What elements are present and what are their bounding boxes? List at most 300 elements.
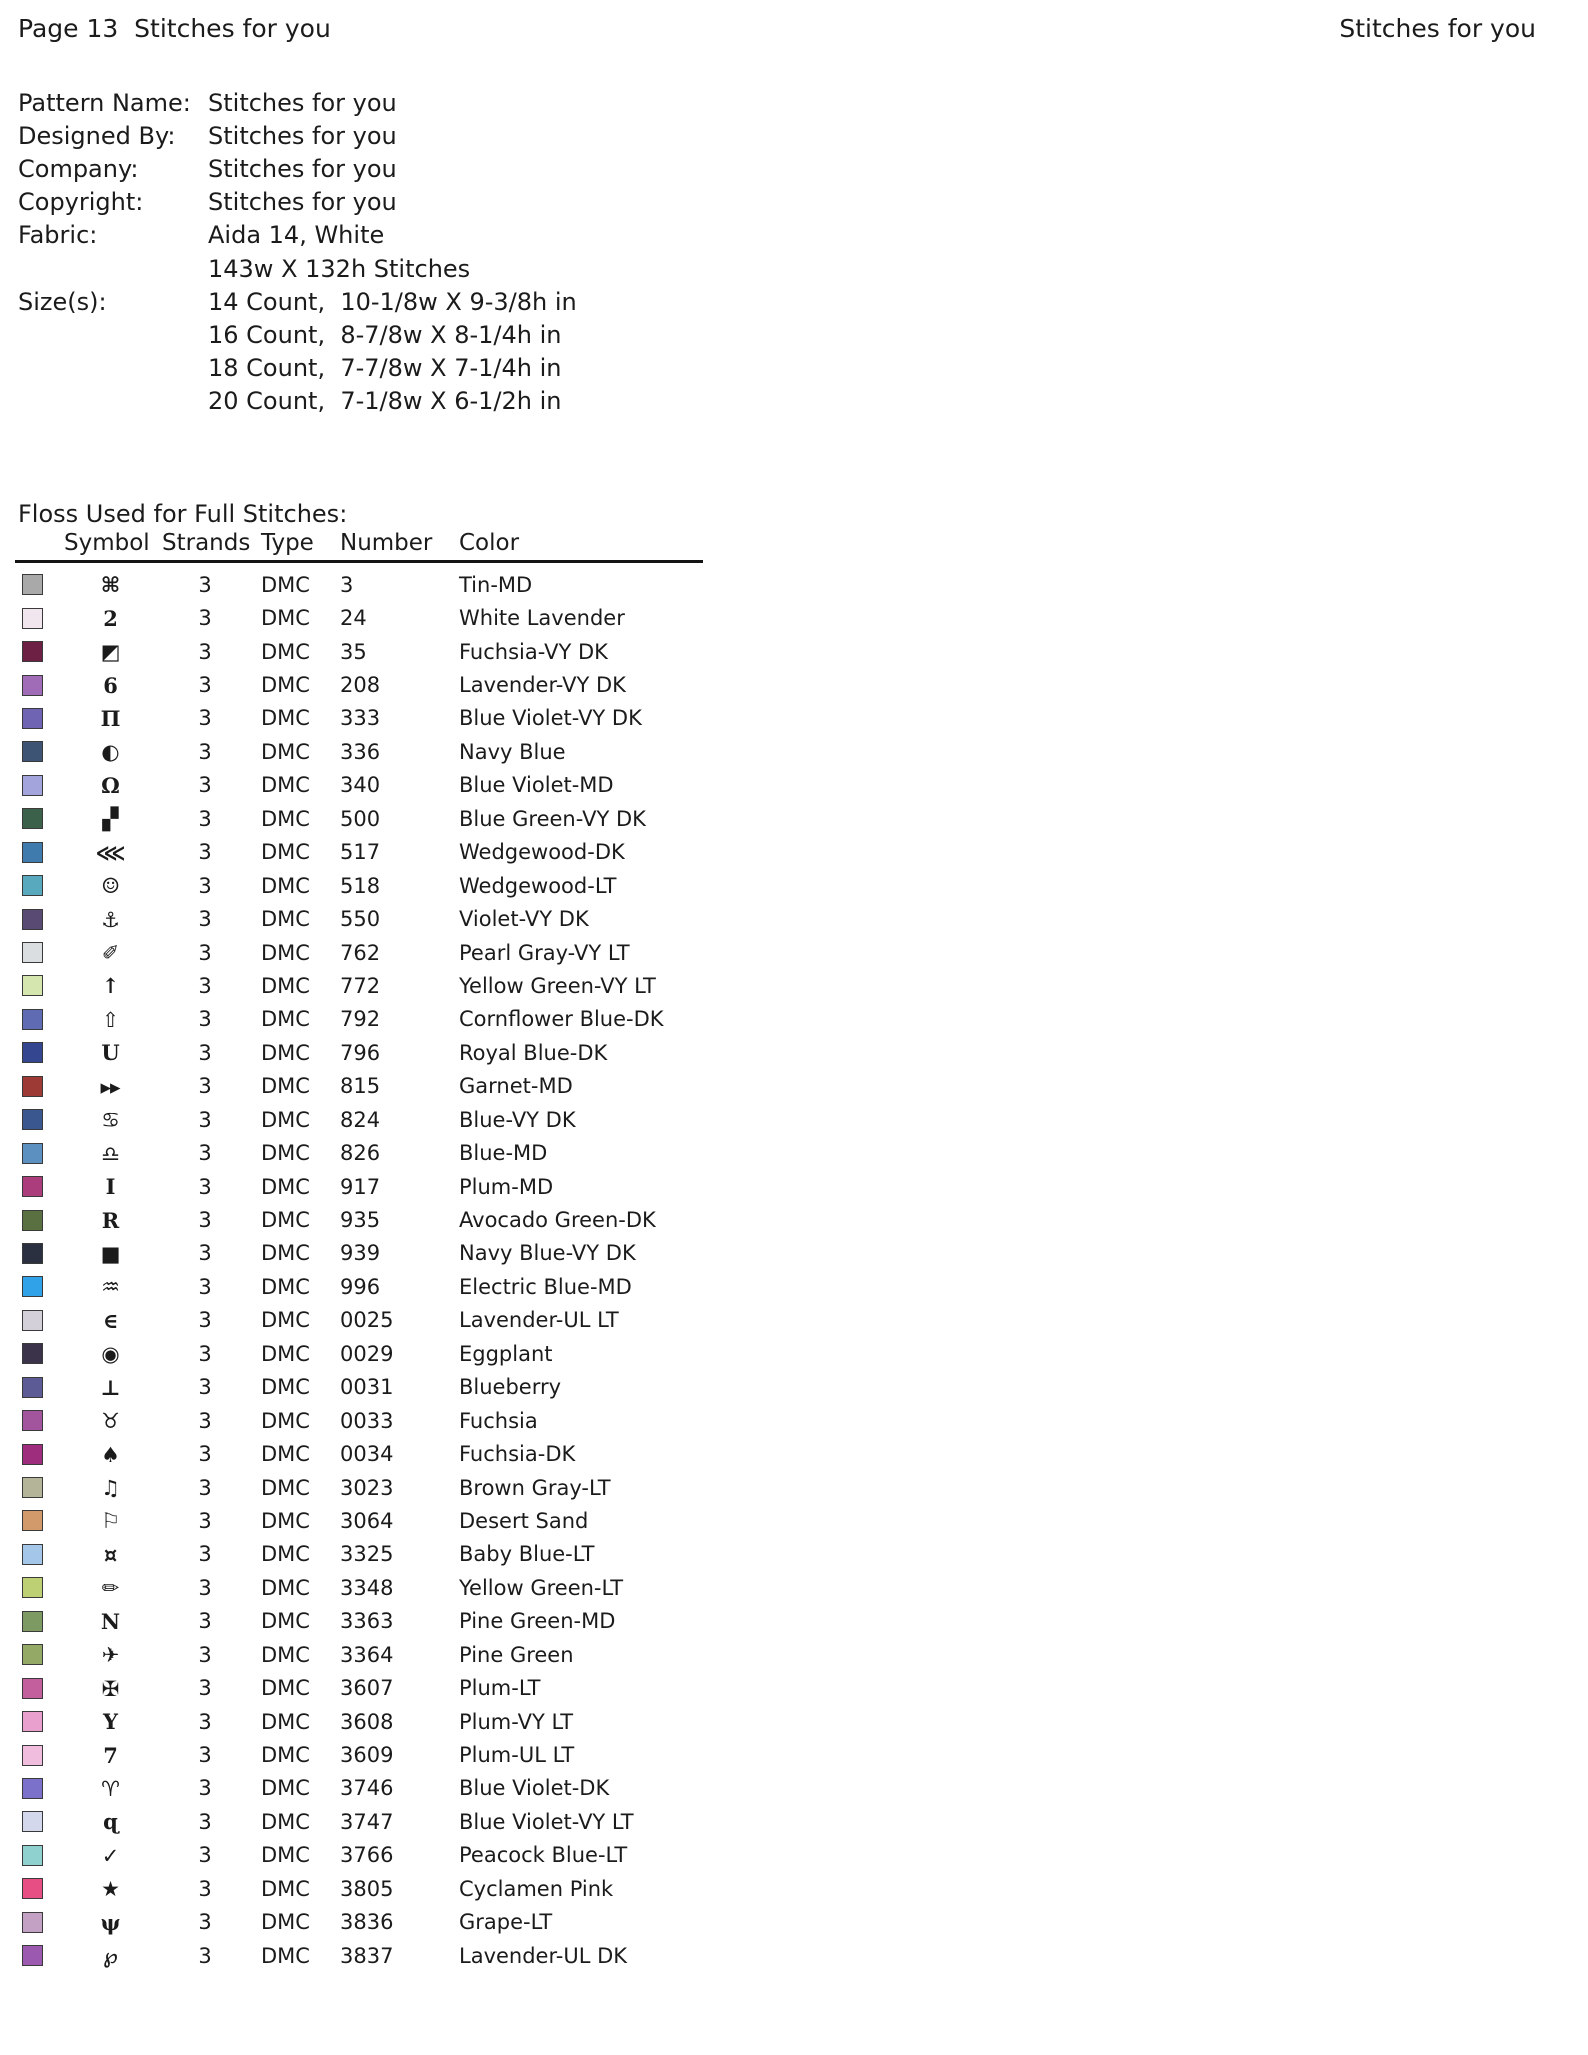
- type-value: DMC: [261, 773, 310, 798]
- strands-value: 3: [198, 907, 212, 932]
- color-swatch: [22, 1778, 43, 1799]
- number-value: 3064: [340, 1508, 394, 1533]
- color-swatch: [22, 1143, 43, 1164]
- floss-row: [20, 769, 664, 802]
- color-name: Fuchsia-DK: [459, 1442, 576, 1467]
- symbol-glyph: ψ: [100, 1909, 120, 1935]
- info-value: Stitches for you: [208, 188, 397, 217]
- type-value: DMC: [261, 1341, 310, 1366]
- symbol-glyph: ♒: [101, 1274, 119, 1300]
- number-value: 3363: [340, 1609, 394, 1634]
- type-value: DMC: [261, 1575, 310, 1600]
- color-name: Blueberry: [459, 1375, 562, 1400]
- symbol-glyph: ⋘: [95, 839, 125, 865]
- color-name: Wedgewood-DK: [459, 840, 625, 865]
- symbol-glyph: Π: [100, 705, 120, 731]
- strands-value: 3: [198, 1575, 212, 1600]
- type-value: DMC: [261, 639, 310, 664]
- floss-table-header: [20, 530, 1588, 556]
- color-swatch: [22, 1510, 43, 1531]
- type-value: DMC: [261, 1743, 310, 1768]
- strands-value: 3: [198, 1508, 212, 1533]
- number-value: 3837: [340, 1943, 394, 1968]
- info-value: Aida 14, White: [208, 221, 385, 250]
- number-value: 826: [340, 1141, 381, 1166]
- symbol-glyph: ✈: [101, 1642, 119, 1668]
- color-name: Blue Violet-VY LT: [459, 1809, 634, 1834]
- strands-value: 3: [198, 1475, 212, 1500]
- color-name: Blue Violet-DK: [459, 1776, 610, 1801]
- floss-row: [20, 668, 664, 701]
- color-name: Cyclamen Pink: [459, 1876, 614, 1901]
- info-row: [18, 318, 577, 351]
- color-name: Navy Blue-VY DK: [459, 1241, 636, 1266]
- col-header-type: Type: [261, 530, 314, 556]
- color-name: Lavender-UL DK: [459, 1943, 628, 1968]
- number-value: 762: [340, 940, 381, 965]
- strands-value: 3: [198, 1709, 212, 1734]
- type-value: DMC: [261, 1676, 310, 1701]
- number-value: 550: [340, 907, 381, 932]
- number-value: 500: [340, 806, 381, 831]
- color-name: Lavender-UL LT: [459, 1308, 619, 1333]
- symbol-glyph: ∈: [102, 1307, 118, 1333]
- col-header-number: Number: [340, 530, 433, 556]
- color-swatch: [22, 1210, 43, 1231]
- info-value: Stitches for you: [208, 121, 397, 150]
- strands-value: 3: [198, 1910, 212, 1935]
- color-name: Plum-LT: [459, 1676, 541, 1701]
- floss-row: [20, 1304, 664, 1337]
- page-header: [18, 14, 1536, 43]
- color-swatch: [22, 641, 43, 662]
- info-value: 14 Count, 10-1/8w X 9-3/8h in: [208, 287, 577, 316]
- color-name: Brown Gray-LT: [459, 1475, 611, 1500]
- strands-value: 3: [198, 973, 212, 998]
- type-value: DMC: [261, 739, 310, 764]
- floss-row: [20, 568, 664, 601]
- symbol-glyph: ☺: [101, 873, 119, 899]
- floss-row: [20, 1638, 664, 1671]
- number-value: 3766: [340, 1843, 394, 1868]
- strands-value: 3: [198, 1809, 212, 1834]
- symbol-glyph: N: [100, 1608, 120, 1634]
- strands-value: 3: [198, 1876, 212, 1901]
- floss-row: [20, 1070, 664, 1103]
- color-name: Fuchsia: [459, 1408, 538, 1433]
- floss-row: [20, 1605, 664, 1638]
- floss-row: [20, 936, 664, 969]
- symbol-glyph: 2: [103, 605, 117, 631]
- color-swatch: [22, 842, 43, 863]
- strands-value: 3: [198, 1375, 212, 1400]
- symbol-glyph: ⌘: [100, 572, 120, 598]
- info-label: Fabric:: [18, 221, 98, 250]
- info-value: 143w X 132h Stitches: [208, 254, 471, 283]
- color-name: Wedgewood-LT: [459, 873, 617, 898]
- number-value: 3023: [340, 1475, 394, 1500]
- strands-value: 3: [198, 1241, 212, 1266]
- info-row: [18, 119, 577, 152]
- strands-value: 3: [198, 840, 212, 865]
- type-value: DMC: [261, 1843, 310, 1868]
- col-header-strands: Strands: [162, 530, 251, 556]
- info-value: Stitches for you: [208, 88, 397, 117]
- number-value: 336: [340, 739, 381, 764]
- strands-value: 3: [198, 1676, 212, 1701]
- symbol-glyph: ♉: [101, 1408, 119, 1434]
- color-swatch: [22, 1912, 43, 1933]
- color-name: Garnet-MD: [459, 1074, 573, 1099]
- type-value: DMC: [261, 1040, 310, 1065]
- color-swatch: [22, 775, 43, 796]
- floss-row: [20, 969, 664, 1002]
- floss-row: [20, 635, 664, 668]
- strands-value: 3: [198, 739, 212, 764]
- floss-row: [20, 1571, 664, 1604]
- floss-section-title: Floss Used for Full Stitches:: [18, 500, 348, 528]
- symbol-glyph: ⚓: [101, 906, 119, 932]
- number-value: 0034: [340, 1442, 394, 1467]
- strands-value: 3: [198, 773, 212, 798]
- type-value: DMC: [261, 1943, 310, 1968]
- strands-value: 3: [198, 1609, 212, 1634]
- symbol-glyph: ✠: [101, 1675, 119, 1701]
- strands-value: 3: [198, 606, 212, 631]
- color-swatch: [22, 1076, 43, 1097]
- type-value: DMC: [261, 907, 310, 932]
- number-value: 340: [340, 773, 381, 798]
- info-row: [18, 385, 577, 418]
- number-value: 824: [340, 1107, 381, 1132]
- color-name: Pine Green: [459, 1642, 574, 1667]
- number-value: 3348: [340, 1575, 394, 1600]
- color-swatch: [22, 1176, 43, 1197]
- type-value: DMC: [261, 1709, 310, 1734]
- color-swatch: [22, 975, 43, 996]
- type-value: DMC: [261, 1542, 310, 1567]
- color-swatch: [22, 708, 43, 729]
- symbol-glyph: ¤: [103, 1541, 117, 1567]
- symbol-glyph: ♫: [101, 1475, 119, 1501]
- strands-value: 3: [198, 940, 212, 965]
- color-name: Blue Violet-MD: [459, 773, 614, 798]
- info-label: Copyright:: [18, 188, 144, 217]
- color-swatch: [22, 1276, 43, 1297]
- color-swatch: [22, 1477, 43, 1498]
- color-name: Royal Blue-DK: [459, 1040, 608, 1065]
- strands-value: 3: [198, 1007, 212, 1032]
- type-value: DMC: [261, 973, 310, 998]
- symbol-glyph: ɋ: [103, 1809, 117, 1835]
- col-header-symbol: Symbol: [64, 530, 150, 556]
- symbol-glyph: ✐: [101, 940, 119, 966]
- number-value: 3: [340, 572, 354, 597]
- color-name: Pearl Gray-VY LT: [459, 940, 630, 965]
- color-name: Fuchsia-VY DK: [459, 639, 608, 664]
- color-swatch: [22, 1042, 43, 1063]
- strands-value: 3: [198, 706, 212, 731]
- symbol-glyph: ⚐: [101, 1508, 119, 1534]
- symbol-glyph: ■: [100, 1240, 120, 1266]
- info-label: Company:: [18, 154, 139, 183]
- floss-row: [20, 1906, 664, 1939]
- type-value: DMC: [261, 1074, 310, 1099]
- floss-row: [20, 1738, 664, 1771]
- color-name: Plum-MD: [459, 1174, 554, 1199]
- color-name: Navy Blue: [459, 739, 566, 764]
- symbol-glyph: ♎: [101, 1140, 119, 1166]
- strands-value: 3: [198, 806, 212, 831]
- color-swatch: [22, 608, 43, 629]
- type-value: DMC: [261, 1408, 310, 1433]
- color-name: Peacock Blue-LT: [459, 1843, 628, 1868]
- color-name: Tin-MD: [459, 572, 533, 597]
- strands-value: 3: [198, 1141, 212, 1166]
- color-name: Blue Violet-VY DK: [459, 706, 642, 731]
- color-swatch: [22, 942, 43, 963]
- color-name: Blue-VY DK: [459, 1107, 576, 1132]
- strands-value: 3: [198, 572, 212, 597]
- color-name: Plum-UL LT: [459, 1743, 575, 1768]
- color-swatch: [22, 909, 43, 930]
- type-value: DMC: [261, 940, 310, 965]
- color-name: Yellow Green-LT: [459, 1575, 624, 1600]
- floss-row: [20, 1270, 664, 1303]
- info-label: Pattern Name:: [18, 88, 191, 117]
- color-name: Plum-VY LT: [459, 1709, 574, 1734]
- number-value: 24: [340, 606, 367, 631]
- number-value: 996: [340, 1274, 381, 1299]
- symbol-glyph: ♠: [101, 1441, 119, 1467]
- symbol-glyph: Ω: [101, 772, 119, 798]
- color-name: Avocado Green-DK: [459, 1208, 656, 1233]
- color-swatch: [22, 1678, 43, 1699]
- color-name: Electric Blue-MD: [459, 1274, 632, 1299]
- floss-row: [20, 1203, 664, 1236]
- strands-value: 3: [198, 1943, 212, 1968]
- type-value: DMC: [261, 1375, 310, 1400]
- strands-value: 3: [198, 1408, 212, 1433]
- number-value: 796: [340, 1040, 381, 1065]
- info-row: [18, 86, 577, 119]
- symbol-glyph: ♋: [101, 1107, 119, 1133]
- floss-row: [20, 1170, 664, 1203]
- floss-row: [20, 1471, 664, 1504]
- symbol-glyph: ⇧: [101, 1006, 119, 1032]
- symbol-glyph: ▞: [102, 806, 118, 832]
- col-header-spacer: [20, 530, 58, 556]
- type-value: DMC: [261, 1308, 310, 1333]
- page-number-title: Page 13 Stitches for you: [18, 14, 331, 43]
- number-value: 517: [340, 840, 381, 865]
- type-value: DMC: [261, 1910, 310, 1935]
- floss-row: [20, 1538, 664, 1571]
- pattern-info: [18, 86, 577, 418]
- color-name: Cornflower Blue-DK: [459, 1007, 664, 1032]
- floss-row: [20, 1237, 664, 1270]
- col-header-color: Color: [459, 530, 520, 556]
- symbol-glyph: ★: [101, 1876, 119, 1902]
- number-value: 3747: [340, 1809, 394, 1834]
- number-value: 917: [340, 1174, 381, 1199]
- strands-value: 3: [198, 1208, 212, 1233]
- color-swatch: [22, 1644, 43, 1665]
- color-name: Eggplant: [459, 1341, 553, 1366]
- floss-row: [20, 1136, 664, 1169]
- floss-row: [20, 802, 664, 835]
- type-value: DMC: [261, 1508, 310, 1533]
- symbol-glyph: ✏: [101, 1575, 119, 1601]
- strands-value: 3: [198, 1274, 212, 1299]
- strands-value: 3: [198, 1341, 212, 1366]
- floss-row: [20, 902, 664, 935]
- strands-value: 3: [198, 1442, 212, 1467]
- floss-row: [20, 1036, 664, 1069]
- symbol-glyph: ◐: [101, 739, 119, 765]
- floss-row: [20, 869, 664, 902]
- number-value: 518: [340, 873, 381, 898]
- color-name: Desert Sand: [459, 1508, 589, 1533]
- floss-row: [20, 1705, 664, 1738]
- number-value: 772: [340, 973, 381, 998]
- number-value: 208: [340, 673, 381, 698]
- color-swatch: [22, 1544, 43, 1565]
- symbol-glyph: 6: [103, 672, 117, 698]
- number-value: 0031: [340, 1375, 394, 1400]
- type-value: DMC: [261, 1208, 310, 1233]
- number-value: 333: [340, 706, 381, 731]
- color-swatch: [22, 1945, 43, 1966]
- color-name: Grape-LT: [459, 1910, 553, 1935]
- info-row: [18, 219, 577, 252]
- floss-row: [20, 1371, 664, 1404]
- color-swatch: [22, 1711, 43, 1732]
- symbol-glyph: ✓: [101, 1842, 119, 1868]
- floss-row: [20, 1671, 664, 1704]
- type-value: DMC: [261, 706, 310, 731]
- number-value: 935: [340, 1208, 381, 1233]
- number-value: 939: [340, 1241, 381, 1266]
- symbol-glyph: ℘: [103, 1943, 117, 1969]
- color-swatch: [22, 1745, 43, 1766]
- color-name: Pine Green-MD: [459, 1609, 616, 1634]
- strands-value: 3: [198, 1776, 212, 1801]
- number-value: 3805: [340, 1876, 394, 1901]
- symbol-glyph: ⊥: [100, 1374, 120, 1400]
- info-row: [18, 352, 577, 385]
- number-value: 815: [340, 1074, 381, 1099]
- type-value: DMC: [261, 673, 310, 698]
- type-value: DMC: [261, 1274, 310, 1299]
- info-value: 20 Count, 7-1/8w X 6-1/2h in: [208, 387, 562, 416]
- type-value: DMC: [261, 1609, 310, 1634]
- number-value: 3609: [340, 1743, 394, 1768]
- color-name: Lavender-VY DK: [459, 673, 626, 698]
- number-value: 3325: [340, 1542, 394, 1567]
- color-swatch: [22, 741, 43, 762]
- number-value: 35: [340, 639, 367, 664]
- type-value: DMC: [261, 1174, 310, 1199]
- color-swatch: [22, 1377, 43, 1398]
- color-name: Yellow Green-VY LT: [459, 973, 656, 998]
- color-swatch: [22, 1845, 43, 1866]
- number-value: 3608: [340, 1709, 394, 1734]
- header-underline: [15, 560, 703, 563]
- color-swatch: [22, 875, 43, 896]
- symbol-glyph: ♈: [101, 1775, 119, 1801]
- strands-value: 3: [198, 1040, 212, 1065]
- color-swatch: [22, 1343, 43, 1364]
- type-value: DMC: [261, 1442, 310, 1467]
- color-swatch: [22, 1611, 43, 1632]
- header-right-title: Stitches for you: [1339, 14, 1536, 43]
- floss-row: [20, 1404, 664, 1437]
- floss-table: [20, 568, 664, 1972]
- number-value: 792: [340, 1007, 381, 1032]
- info-value: 18 Count, 7-7/8w X 7-1/4h in: [208, 354, 562, 383]
- floss-row: [20, 1504, 664, 1537]
- floss-row: [20, 1003, 664, 1036]
- type-value: DMC: [261, 840, 310, 865]
- strands-value: 3: [198, 673, 212, 698]
- floss-row: [20, 1772, 664, 1805]
- symbol-glyph: R: [101, 1207, 119, 1233]
- number-value: 0029: [340, 1341, 394, 1366]
- symbol-glyph: I: [105, 1174, 115, 1200]
- floss-row: [20, 1103, 664, 1136]
- info-row: [18, 252, 577, 285]
- strands-value: 3: [198, 1174, 212, 1199]
- color-name: Blue-MD: [459, 1141, 548, 1166]
- type-value: DMC: [261, 1776, 310, 1801]
- color-swatch: [22, 1243, 43, 1264]
- symbol-glyph: ◉: [101, 1341, 119, 1367]
- strands-value: 3: [198, 1074, 212, 1099]
- floss-row: [20, 1872, 664, 1905]
- strands-value: 3: [198, 1642, 212, 1667]
- symbol-glyph: ◩: [100, 639, 120, 665]
- floss-row: [20, 601, 664, 634]
- strands-value: 3: [198, 1308, 212, 1333]
- type-value: DMC: [261, 1809, 310, 1834]
- number-value: 3746: [340, 1776, 394, 1801]
- strands-value: 3: [198, 1843, 212, 1868]
- info-label: Designed By:: [18, 121, 176, 150]
- strands-value: 3: [198, 1542, 212, 1567]
- type-value: DMC: [261, 1642, 310, 1667]
- strands-value: 3: [198, 1107, 212, 1132]
- floss-row: [20, 836, 664, 869]
- number-value: 3364: [340, 1642, 394, 1667]
- number-value: 3836: [340, 1910, 394, 1935]
- type-value: DMC: [261, 1107, 310, 1132]
- floss-row: [20, 735, 664, 768]
- info-row: [18, 186, 577, 219]
- color-name: Blue Green-VY DK: [459, 806, 646, 831]
- floss-row: [20, 1337, 664, 1370]
- color-swatch: [22, 808, 43, 829]
- number-value: 0033: [340, 1408, 394, 1433]
- number-value: 3607: [340, 1676, 394, 1701]
- type-value: DMC: [261, 806, 310, 831]
- color-name: Baby Blue-LT: [459, 1542, 595, 1567]
- type-value: DMC: [261, 1876, 310, 1901]
- floss-row: [20, 1805, 664, 1838]
- type-value: DMC: [261, 572, 310, 597]
- color-swatch: [22, 1310, 43, 1331]
- number-value: 0025: [340, 1308, 394, 1333]
